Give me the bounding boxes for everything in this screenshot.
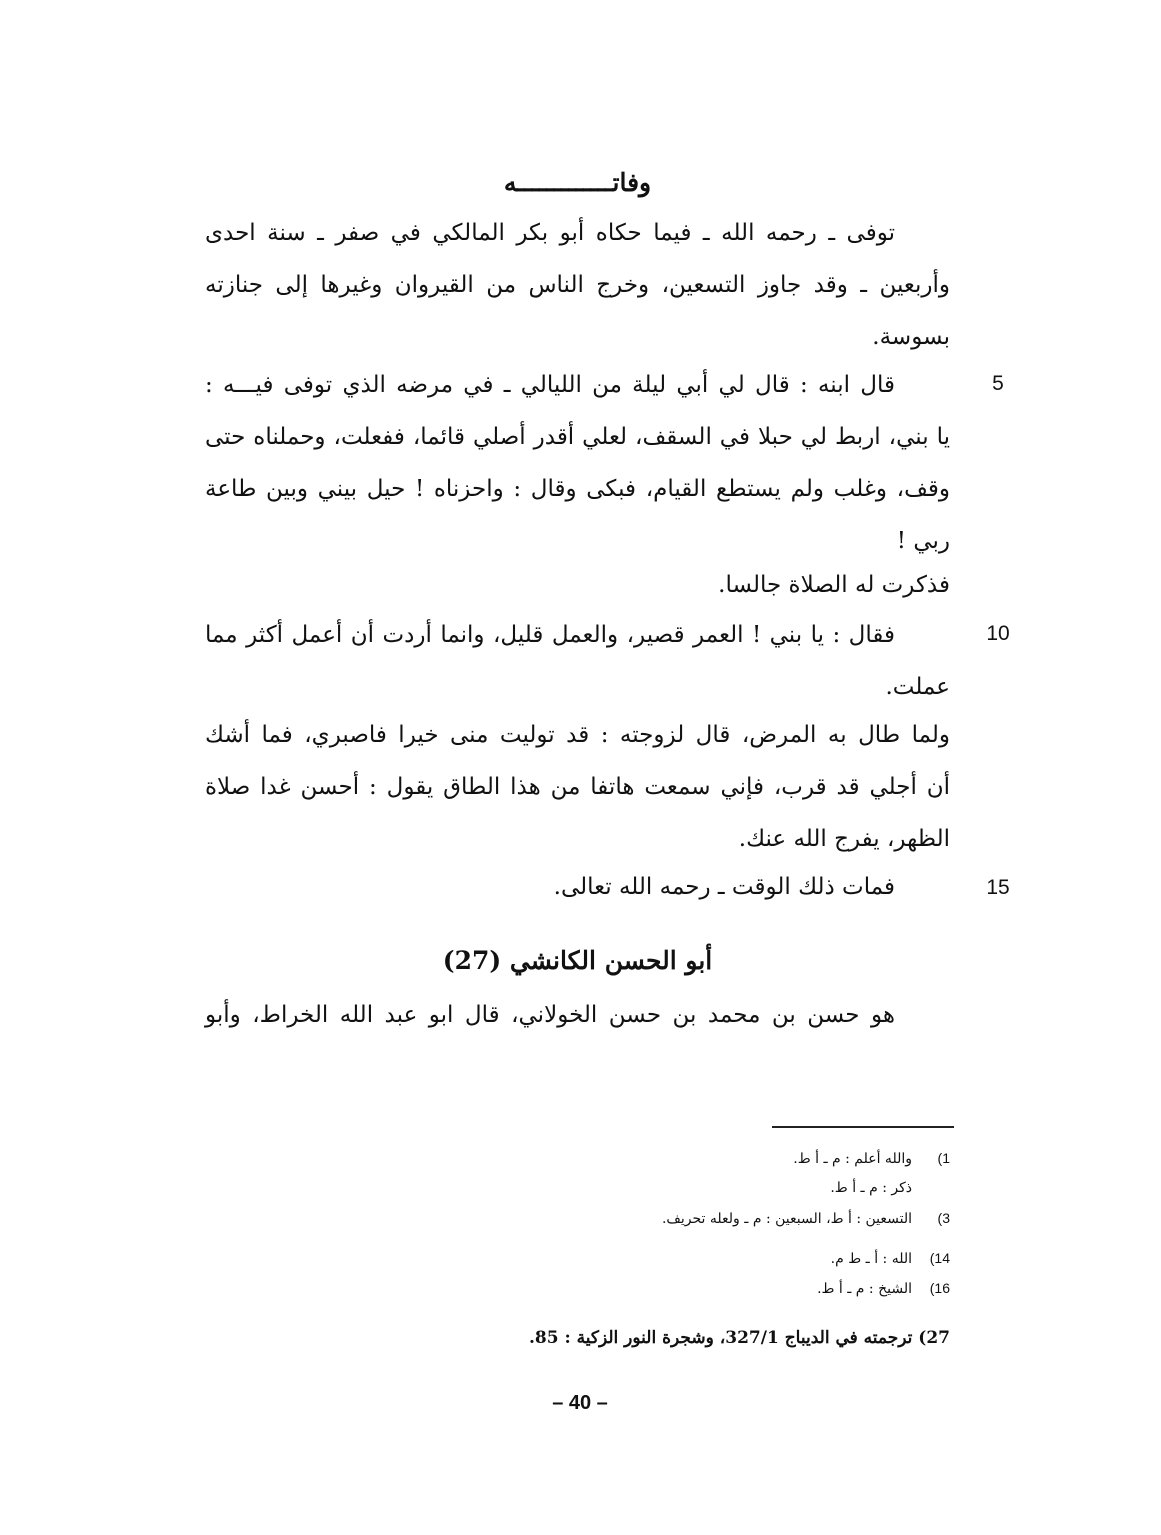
paragraph-line: بسوسة. xyxy=(872,324,950,350)
footnote-text: الشيخ : م ـ أ ط. xyxy=(817,1281,912,1297)
footnote-text: والله أعلم : م ـ أ ط. xyxy=(793,1151,912,1167)
line-number: 15 xyxy=(986,876,1010,899)
footnote xyxy=(560,1280,950,1297)
footnote-number: 14) xyxy=(929,1250,950,1266)
line-number: 10 xyxy=(986,622,1010,645)
paragraph-line: يا بني، اربط لي حبلا في السقف، لعلي أقدر أصلي قائما، ففعلت، وحملناه حتى xyxy=(205,424,950,450)
footnote xyxy=(560,1150,950,1167)
footnote-text: الله : أ ـ ط م. xyxy=(830,1251,912,1267)
paragraph-line: ولما طال به المرض، قال لزوجته : قد توليت منى خيرا فاصبري، فما أشك xyxy=(205,722,950,748)
paragraph-line: فذكرت له الصلاة جالسا. xyxy=(718,572,950,598)
biography-note: 27) ترجمته في الديباج 327/1، وشجرة النور الزكية : 85. xyxy=(528,1328,950,1348)
paragraph-line: فقال : يا بني ! العمر قصير، والعمل قليل، وانما أردت أن أعمل أكثر مما xyxy=(205,622,895,648)
paragraph-line: الظهر، يفرج الله عنك. xyxy=(738,826,950,852)
footnote-text: التسعين : أ ط، السبعين : م ـ ولعله تحريف. xyxy=(661,1211,912,1227)
footnote xyxy=(560,1210,950,1227)
paragraph-line: وقف، وغلب ولم يستطع القيام، فبكى وقال : واحزناه ! حيل بيني وبين طاعة xyxy=(205,476,950,502)
paragraph-line: قال ابنه : قال لي أبي ليلة من الليالي ـ في مرضه الذي توفى فيـــه : xyxy=(205,372,895,398)
footnote-text: ذكر : م ـ أ ط. xyxy=(830,1180,912,1196)
footnote-number: 16) xyxy=(929,1280,950,1296)
paragraph-line: ربي ! xyxy=(896,528,950,554)
entry-title: أبو الحسن الكانشي (27) xyxy=(442,946,713,975)
paragraph-line: أن أجلي قد قرب، فإني سمعت هاتفا من هذا الطاق يقول : أحسن غدا صلاة xyxy=(205,774,950,800)
paragraph-line: وأربعين ـ وقد جاوز التسعين، وخرج الناس من القيروان وغيرها إلى جنازته xyxy=(205,272,950,298)
paragraph-line: توفى ـ رحمه الله ـ فيما حكاه أبو بكر المالكي في صفر ـ سنة احدى xyxy=(205,220,895,246)
page-number: – 40 – xyxy=(552,1392,608,1414)
footnote-number: 1) xyxy=(937,1150,950,1166)
section-title: وفاتـــــــــــــه xyxy=(503,168,652,197)
line-number: 5 xyxy=(992,372,1004,395)
footnote-rule xyxy=(772,1126,954,1128)
footnote xyxy=(560,1180,950,1196)
footnote xyxy=(560,1250,950,1267)
footnote-number: 3) xyxy=(937,1210,950,1226)
paragraph-line: عملت. xyxy=(885,674,950,700)
entry-first-line: هو حسن بن محمد بن حسن الخولاني، قال ابو عبد الله الخراط، وأبو xyxy=(205,1002,895,1028)
paragraph-line: فمات ذلك الوقت ـ رحمه الله تعالى. xyxy=(553,874,895,900)
